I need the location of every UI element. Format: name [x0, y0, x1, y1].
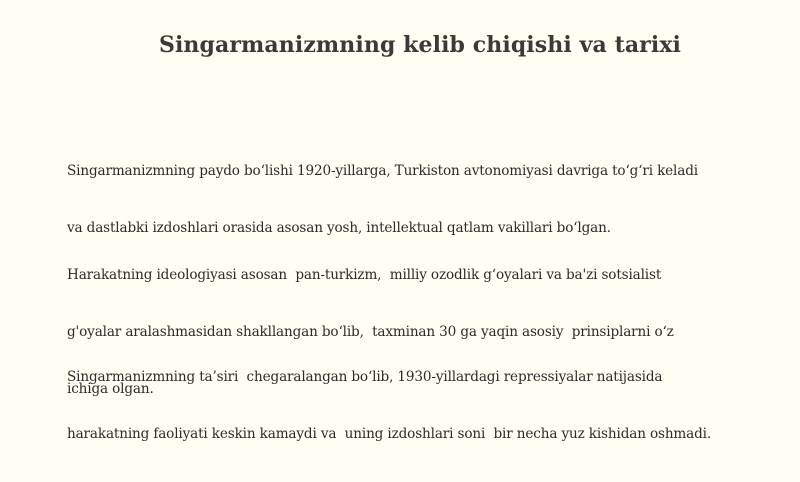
slide-title: Singarmanizmning kelib chiqishi va tarixi — [158, 32, 682, 58]
paragraph-line: g'oyalar aralashmasidan shakllangan bo‘lib, taxminan 30 ga yaqin asosiy prinsiplarni o‘z — [67, 324, 674, 340]
paragraph-line: ichiga olgan. — [67, 381, 154, 397]
paragraph-line: Harakatning ideologiyasi asosan pan-turkizm, milliy ozodlik g‘oyalari va ba'zi sotsialist — [67, 267, 662, 283]
paragraph-line: harakatning faoliyati keskin kamaydi va uning izdoshlari soni bir necha yuz kishidan oshmadi. — [67, 426, 712, 442]
paragraph-line: va dastlabki izdoshlari orasida asosan yosh, intellektual qatlam vakillari bo‘lgan. — [67, 220, 611, 236]
paragraph-influence — [67, 330, 767, 482]
paragraph-line: Singarmanizmning ta’siri chegaralangan bo‘lib, 1930-yillardagi repressiyalar natijasida — [67, 369, 663, 385]
paragraph-line: Singarmanizmning paydo bo‘lishi 1920-yillarga, Turkiston avtonomiyasi davriga to‘g‘ri keladi — [67, 163, 698, 179]
